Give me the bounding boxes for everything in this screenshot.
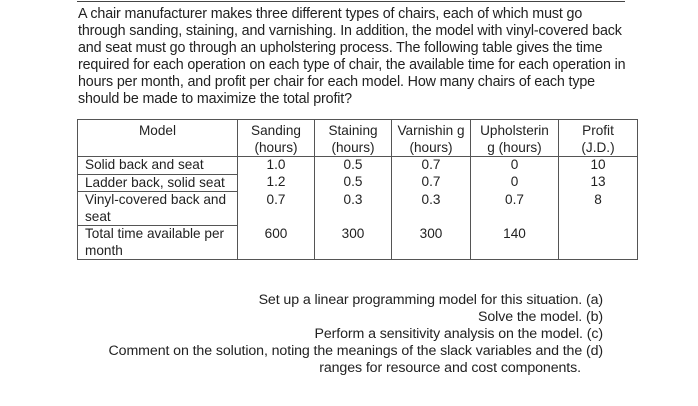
row-sanding: 0.7: [238, 192, 315, 226]
header-profit: Profit (J.D.): [559, 120, 638, 157]
row-sanding: 1.0: [238, 157, 315, 175]
row-model: Total time available per month: [78, 226, 238, 260]
question-a: Set up a linear programming model for this situation. (a): [258, 292, 603, 308]
table-row: [78, 157, 638, 175]
row-upholstering: 0.7: [471, 192, 559, 226]
row-model: Vinyl-covered back and seat: [78, 192, 238, 226]
row-varnishing: 0.7: [392, 174, 471, 192]
row-upholstering: 140: [471, 226, 559, 260]
row-upholstering: 0: [471, 157, 559, 175]
table-row: [78, 192, 638, 226]
row-model: Ladder back, solid seat: [78, 174, 238, 192]
table-row: [78, 174, 638, 192]
table-header-row: [78, 120, 638, 157]
row-profit: 8: [559, 192, 638, 226]
row-staining: 300: [315, 226, 392, 260]
row-varnishing: 0.3: [392, 192, 471, 226]
question-d: Comment on the solution, noting the meanings of the slack variables and the (d): [108, 343, 603, 359]
header-upholstering: Upholsterin g (hours): [471, 120, 559, 157]
question-c: Perform a sensitivity analysis on the model. (c): [314, 326, 603, 342]
row-staining: 0.3: [315, 192, 392, 226]
row-model: Solid back and seat: [78, 157, 238, 175]
row-profit: [559, 226, 638, 260]
header-model: Model: [78, 120, 238, 157]
header-sanding: Sanding (hours): [238, 120, 315, 157]
row-profit: 13: [559, 174, 638, 192]
top-divider: [77, 1, 625, 2]
row-staining: 0.5: [315, 174, 392, 192]
chair-operations-table: [77, 119, 638, 260]
question-b: Solve the model. (b): [478, 309, 603, 325]
table-row: [78, 226, 638, 260]
row-varnishing: 0.7: [392, 157, 471, 175]
row-staining: 0.5: [315, 157, 392, 175]
row-sanding: 1.2: [238, 174, 315, 192]
row-upholstering: 0: [471, 174, 559, 192]
header-varnishing: Varnishin g (hours): [392, 120, 471, 157]
header-staining: Staining (hours): [315, 120, 392, 157]
row-profit: 10: [559, 157, 638, 175]
problem-statement: A chair manufacturer makes three different types of chairs, each of which must go through sanding, staining, and varnishing. In addition, the model with vinyl-covered back and seat must go through an upholstering process. The following table gives the time required for each operation on each type of chair, the available time for each operation in hours per month, and profit per chair for each model. How many chairs of each type should be made to maximize the total profit?: [78, 6, 626, 107]
question-d-continued: ranges for resource and cost components.: [319, 360, 581, 376]
row-varnishing: 300: [392, 226, 471, 260]
question-list: [70, 292, 603, 377]
row-sanding: 600: [238, 226, 315, 260]
